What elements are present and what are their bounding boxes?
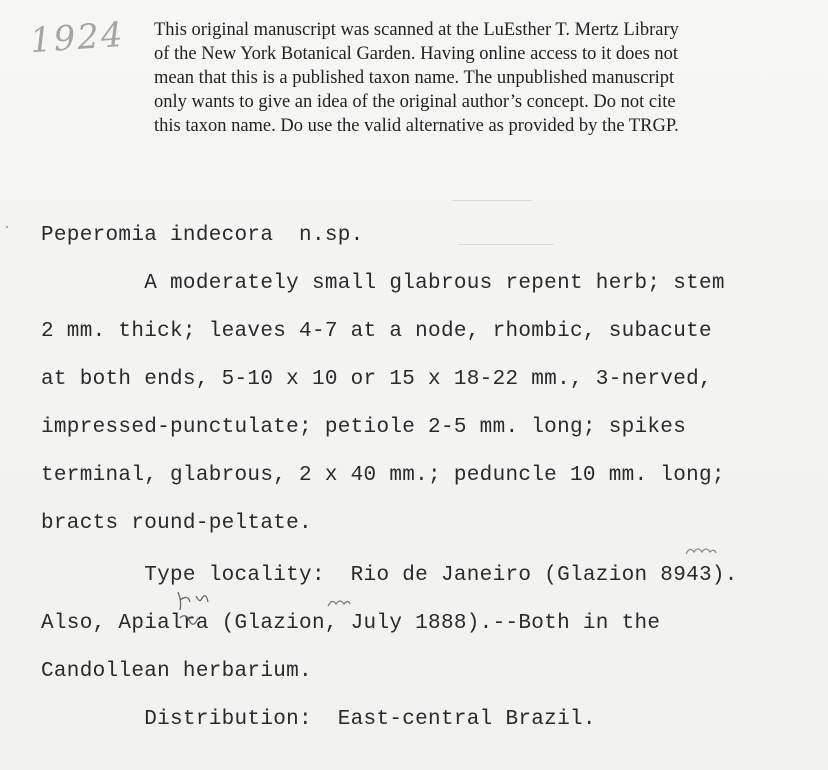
paper-speck xyxy=(6,226,8,228)
pencil-annotation-mark xyxy=(172,588,224,634)
type-locality-line: Candollean herbarium. xyxy=(41,660,312,683)
pencil-annotation-mark xyxy=(684,544,718,558)
type-locality-line: Also, Apialra (Glazion, July 1888).--Both in the xyxy=(41,612,661,635)
disclaimer-line: mean that this is a published taxon name. The unpublished manuscript xyxy=(154,68,675,88)
species-title: Peperomia indecora n.sp. xyxy=(41,224,364,247)
description-line: 2 mm. thick; leaves 4-7 at a node, rhombic, subacute xyxy=(41,320,712,343)
description-line: at both ends, 5-10 x 10 or 15 x 18-22 mm., 3-nerved, xyxy=(41,368,712,391)
disclaimer-line: This original manuscript was scanned at the LuEsther T. Mertz Library xyxy=(154,20,679,40)
description-line: bracts round-peltate. xyxy=(41,512,312,535)
disclaimer-line: of the New York Botanical Garden. Having online access to it does not xyxy=(154,44,679,64)
handwritten-page-number: 1924 xyxy=(28,14,126,62)
description-line: A moderately small glabrous repent herb; stem xyxy=(41,272,725,295)
pencil-annotation-mark xyxy=(326,596,352,610)
paper-smudge-mark xyxy=(458,244,554,245)
library-disclaimer xyxy=(154,18,794,138)
type-locality-line: Type locality: Rio de Janeiro (Glazion 8943). xyxy=(41,564,738,587)
description-line: impressed-punctulate; petiole 2-5 mm. long; spikes xyxy=(41,416,687,439)
disclaimer-line: this taxon name. Do use the valid alternative as provided by the TRGP. xyxy=(154,116,679,136)
disclaimer-line: only wants to give an idea of the original author’s concept. Do not cite xyxy=(154,92,676,112)
description-line: terminal, glabrous, 2 x 40 mm.; peduncle 10 mm. long; xyxy=(41,464,725,487)
paper-smudge-mark xyxy=(452,200,532,201)
distribution-line: Distribution: East-central Brazil. xyxy=(41,708,596,731)
